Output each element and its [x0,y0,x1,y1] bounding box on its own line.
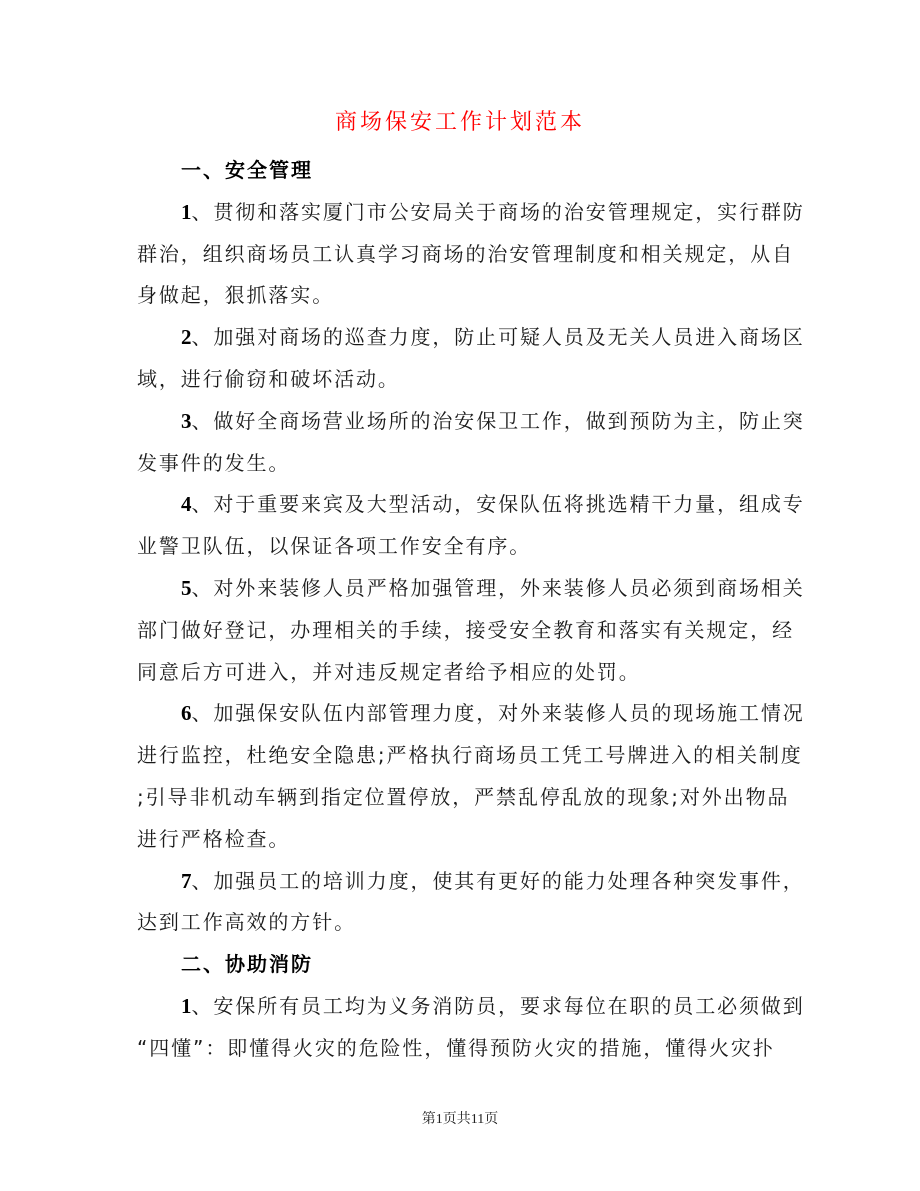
line-text: 、做好全商场营业场所的治安保卫工作，做到预防为主，防止突 [191,408,805,433]
paragraph-number: 6 [181,701,192,726]
line-text: 、对外来装修人员严格加强管理，外来装修人员必须到商场相关 [191,575,805,600]
paragraph-number: 7 [181,868,192,893]
paragraph-line: 同意后方可进入，并对违反规定者给予相应的处罚。 [137,659,641,684]
paragraph-number: 2 [181,325,192,350]
paragraph-number: 3 [181,408,192,433]
line-text: 、对于重要来宾及大型活动，安保队伍将挑选精干力量，组成专 [191,492,805,517]
paragraph-number: 1 [181,993,192,1018]
paragraph-line [137,861,805,903]
paragraph-line: 发事件的发生。 [137,450,291,475]
paragraph-number: 1 [181,199,192,224]
line-text: 、贯彻和落实厦门市公安局关于商场的治安管理规定，实行群防 [191,199,805,224]
paragraph-line [137,693,805,735]
paragraph-line: 进行监控，杜绝安全隐患;严格执行商场员工凭工号牌进入的相关制度 [137,743,803,768]
paragraph-line [137,484,805,526]
line-text: 、加强员工的培训力度，使其有更好的能力处理各种突发事件， [191,868,805,893]
page-number-footer: 第1页共11页 [421,1112,499,1127]
paragraph-line [137,192,805,234]
paragraph-number: 4 [181,492,192,517]
section-heading: 二、协助消防 [181,952,313,977]
paragraph-line [137,568,805,610]
paragraph-line: ;引导非机动车辆到指定位置停放，严禁乱停乱放的现象;对外出物品 [137,784,790,809]
line-text: 、加强对商场的巡查力度，防止可疑人员及无关人员进入商场区 [191,325,805,350]
paragraph-line [137,401,805,443]
paragraph-line: 域，进行偷窃和破坏活动。 [137,366,400,391]
document-body [137,150,805,1070]
paragraph-line: “四懂”：即懂得火灾的危险性，懂得预防火灾的措施，懂得火灾扑 [137,1035,775,1060]
document-title: 商场保安工作计划范本 [334,110,585,135]
paragraph-line: 部门做好登记，办理相关的手续，接受安全教育和落实有关规定，经 [137,617,794,642]
line-text: 、加强保安队伍内部管理力度，对外来装修人员的现场施工情况 [191,701,805,726]
section-heading: 一、安全管理 [181,158,313,182]
paragraph-line [137,986,805,1028]
paragraph-number: 5 [181,575,192,600]
paragraph-line [137,317,805,359]
paragraph-line: 进行严格检查。 [137,826,291,851]
line-text: 、安保所有员工均为义务消防员，要求每位在职的员工必须做到 [191,993,805,1018]
paragraph-line: 身做起，狠抓落实。 [137,283,335,308]
paragraph-line: 达到工作高效的方针。 [137,910,356,935]
paragraph-line: 群治，组织商场员工认真学习商场的治安管理制度和相关规定，从自 [137,241,794,266]
paragraph-line: 业警卫队伍，以保证各项工作安全有序。 [137,534,532,559]
